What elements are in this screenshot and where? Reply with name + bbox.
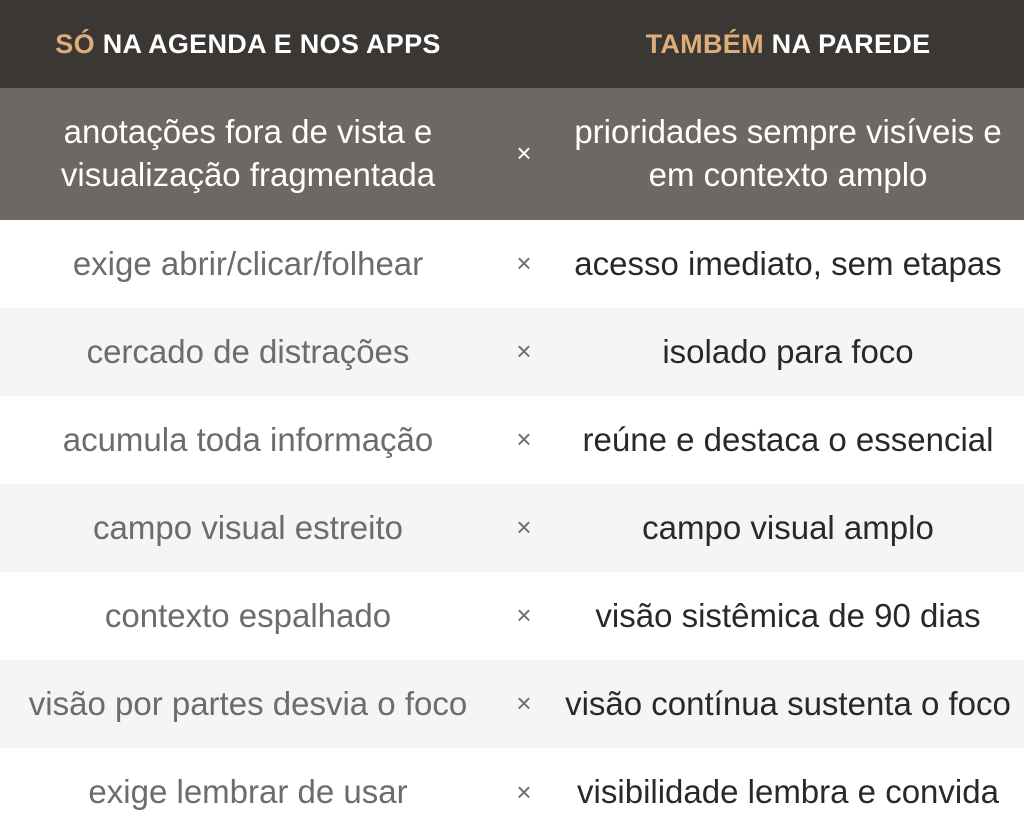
times-separator: × — [516, 512, 532, 543]
left-cell: exige lembrar de usar — [88, 773, 408, 811]
left-cell: campo visual estreito — [93, 508, 403, 546]
times-separator: × — [516, 776, 532, 807]
featured-row — [0, 88, 1024, 220]
table-header — [0, 0, 1024, 88]
header-left-rest: NA AGENDA E NOS APPS — [94, 28, 441, 59]
header-right-rest: NA PAREDE — [763, 28, 931, 59]
featured-right-cell: prioridades sempre visíveis e em contexto amplo — [574, 113, 1002, 193]
table-row — [0, 748, 1024, 837]
right-cell: acesso imediato, sem etapas — [574, 244, 1002, 282]
featured-left-cell: anotações fora de vista e visualização fragmentada — [60, 113, 436, 193]
left-cell: cercado de distrações — [86, 332, 410, 370]
right-cell: visão contínua sustenta o foco — [565, 684, 1011, 722]
times-separator: × — [516, 248, 532, 279]
right-cell: isolado para foco — [662, 332, 914, 370]
left-cell: exige abrir/clicar/folhear — [72, 244, 424, 282]
right-cell: visibilidade lembra e convida — [577, 773, 999, 811]
times-separator: × — [516, 688, 532, 719]
right-cell: visão sistêmica de 90 dias — [595, 596, 981, 634]
table-row — [0, 220, 1024, 308]
right-cell: reúne e destaca o essencial — [582, 420, 994, 458]
right-cell: campo visual amplo — [642, 508, 934, 546]
left-cell: visão por partes desvia o foco — [28, 684, 468, 722]
times-separator: × — [516, 138, 532, 169]
table-row — [0, 308, 1024, 396]
header-left-accent: SÓ — [55, 28, 95, 59]
table-row — [0, 660, 1024, 748]
header-left — [0, 29, 496, 60]
table-row — [0, 572, 1024, 660]
times-separator: × — [516, 424, 532, 455]
header-right — [552, 29, 1024, 60]
left-cell: acumula toda informação — [62, 420, 434, 458]
table-row — [0, 484, 1024, 572]
table-row — [0, 396, 1024, 484]
times-separator: × — [516, 600, 532, 631]
header-right-accent: TAMBÉM — [645, 28, 764, 59]
left-cell: contexto espalhado — [104, 596, 392, 634]
times-separator: × — [516, 336, 532, 367]
